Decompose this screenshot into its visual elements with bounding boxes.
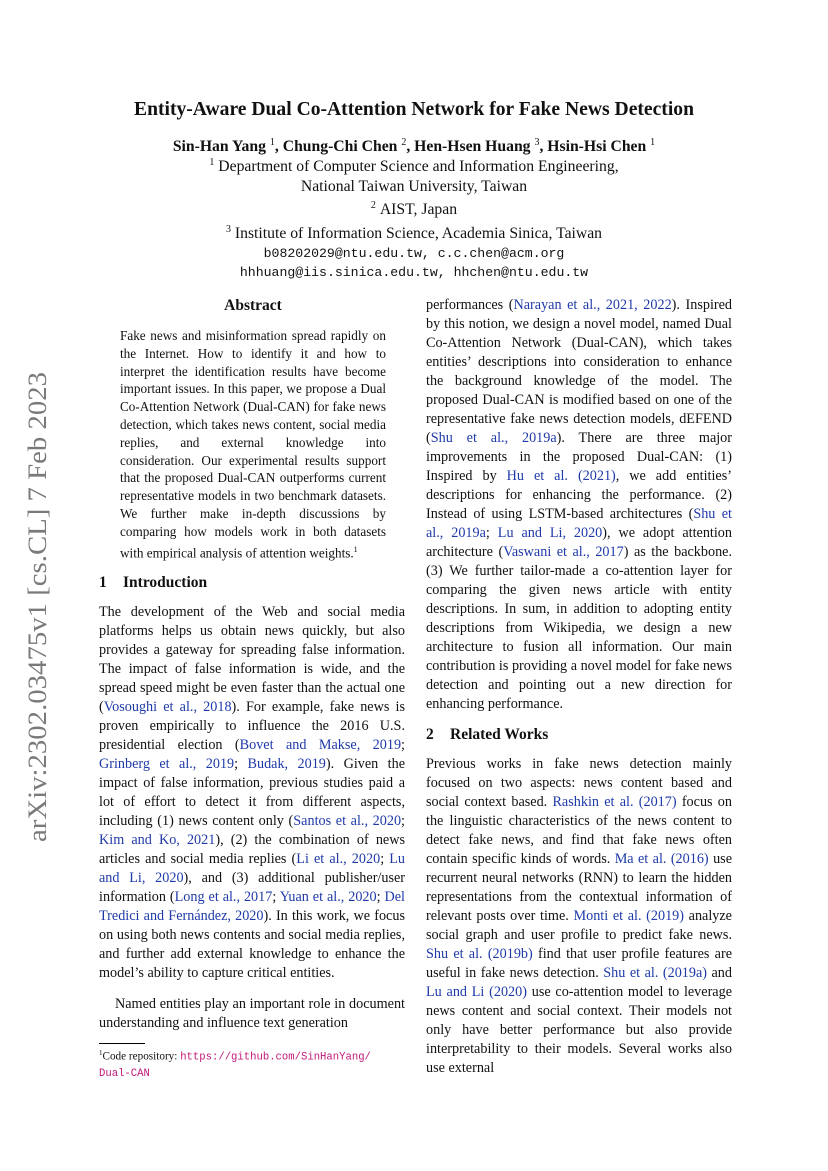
citation-link[interactable]: Vosoughi et al., 2018 [103,699,232,715]
paragraph-text: performances ( [426,297,514,313]
citation-link[interactable]: Shu et al., 2019a [430,430,557,446]
author-name: Hen-Hsen Huang [414,138,531,156]
citation-link[interactable]: Lu and Li (2020) [426,984,527,1000]
citation-link[interactable]: Kim and Ko, 2021 [99,832,216,848]
email-line: b08202029@ntu.edu.tw, c.c.chen@acm.org [263,245,565,261]
paper-title: Entity-Aware Dual Co-Attention Network for Fake News Detection [134,99,694,120]
paragraph-text: ). There are three major improvements in the proposed Dual-CAN: (1) Inspired by [426,430,733,484]
paragraph-text: ), and (3) additional publisher/user information ( [99,870,406,905]
citation-link[interactable]: Santos et al., 2020 [293,813,402,829]
citation-link[interactable]: Long et al., 2017 [174,889,273,905]
affiliation-line: $^2$ AIST, Japan [370,200,458,219]
intro-paragraph-2: Named entities play an important role in document understanding and influence text generation [99,996,405,1031]
author-name: Chung-Chi Chen [282,138,398,156]
citation-link[interactable]: Del Tredici and Fernández, 2020 [99,889,405,924]
citation-link[interactable]: Vaswani et al., 2017 [503,544,624,560]
citation-link[interactable]: Lu and Li, 2020 [99,851,406,886]
footnote-rule [99,1043,145,1044]
paragraph-text: ; [234,756,248,772]
author-name: Hsin-Hsi Chen [547,138,647,156]
paragraph-text: ; [401,737,405,753]
footnote: $^1$Code repository: https://github.com/SinHanYang/ Dual-CAN [99,1049,371,1080]
affiliation-line: $^3$ Institute of Information Science, Academia Sinica, Taiwan [225,223,603,243]
citation-link[interactable]: Rashkin et al. (2017) [552,794,677,810]
citation-link[interactable]: Monti et al. (2019) [573,908,684,924]
affiliation-line: National Taiwan University, Taiwan [300,177,528,195]
affiliation-line: $^1$ Department of Computer Science and Information Engineering, [209,157,619,176]
paragraph-text: ), we adopt attention architecture ( [426,525,732,560]
paragraph-text: Previous works in fake news detection mainly focused on two aspects: news content based and social context based. [426,756,732,810]
paragraph-text: use co-attention model to leverage news content and social context. Their models not only have better performance but also provide interpretability to their models. Several works also use external [426,984,732,1076]
repo-link[interactable]: https://github.com/SinHanYang/ [180,1051,371,1064]
footnote-marker: 1 [353,544,358,554]
paragraph-text: ). In this work, we focus on using both news contents and social media replies, and further add external knowledge to enhance the model’s ability to capture critical entities. [99,908,405,981]
affiliations [0,153,828,283]
intro-paragraph [99,603,405,983]
paragraph-text: ) as the backbone. (3) We further tailor-made a co-attention layer for comparing the given news article with entity descriptions. In sum, in addition to adopting entity descriptions from Wikipedia, we design a new architecture to fusion all information. Our main contribution is providing a novel model for fake news detection and pointing out a new direction for enhancing performance. [426,544,733,712]
citation-link[interactable]: Grinberg et al., 2019 [99,756,235,772]
citation-link[interactable]: Bovet and Makse, 2019 [239,737,402,753]
email-line: hhhuang@iis.sinica.edu.tw, hhchen@ntu.edu.tw [239,265,589,281]
citation-link[interactable]: Lu and Li, 2020 [497,525,603,541]
section-heading-related-works: 2 Related Works [426,726,549,743]
paragraph-text: ; [485,525,498,541]
paragraph-text: , we add entities’ descriptions for enhancing the performance. (2) Instead of using LSTM-based architectures ( [426,468,732,522]
paragraph-text: use recurrent neural networks (RNN) to learn the hidden representations from the contextual information of relevant posts over time. [426,851,732,924]
citation-link[interactable]: Yuan et al., 2020 [279,889,377,905]
citation-link[interactable]: Shu et al., 2019a [426,506,732,541]
citation-link[interactable]: Shu et al. (2019b) [426,946,533,962]
paragraph-text: analyze social graph and user profile to predict fake news. [426,908,732,943]
citation-link[interactable]: Narayan et al., 2021, 2022 [513,297,672,313]
citation-link[interactable]: Hu et al. (2021) [506,468,616,484]
citation-link[interactable]: Ma et al. (2016) [614,851,709,867]
arxiv-stamp-text: arXiv:2302.03475v1 [cs.CL] 7 Feb 2023 [23,417,52,842]
arxiv-side-stamp [14,372,58,842]
paragraph-text: focus on the linguistic characteristics of the news content to detect fake news, and find that fake news often contain specific kinds of words. [426,794,732,867]
abstract-heading: Abstract [224,297,282,314]
paragraph-text: ; [376,889,385,905]
paragraph-text: ). For example, fake news is proven empirically to influence the 2016 U.S. presidential election ( [99,699,406,753]
paragraph-text: and [707,965,732,981]
repo-link-cont[interactable]: Dual-CAN [99,1067,150,1080]
paragraph-text: ; [380,851,390,867]
author-name: Sin-Han Yang [172,138,266,156]
paragraph-text: ; [401,813,405,829]
citation-link[interactable]: Budak, 2019 [247,756,326,772]
related-works-paragraph [426,755,732,1078]
paragraph-text: ). Inspired by this notion, we design a novel model, named Dual Co-Attention Network (Dual-CAN), which takes entities’ descriptions into consideration to enhance the background knowledge of the model. The proposed Dual-CAN is modified based on one of the representative fake news detection models, dEFEND ( [426,297,732,446]
paragraph-text: ), (2) the combination of news articles and social media replies ( [99,832,405,867]
paragraph-text: ). Given the impact of false information, previous studies paid a lot of effort to detect it from different aspects, including (1) news content only ( [99,756,406,829]
paragraph-text: find that user profile features are useful in fake news detection. [426,946,732,981]
section-heading-introduction: 1 Introduction [99,574,208,591]
citation-link[interactable]: Shu et al. (2019a) [603,965,707,981]
author-list: Sin-Han Yang $^1$, Chung-Chi Chen $^2$, Hen-Hsen Huang $^3$, Hsin-Hsi Chen $^1$ [172,137,656,156]
paragraph-text: ; [272,889,280,905]
abstract-body: Fake news and misinformation spread rapidly on the Internet. How to identify it and how to interpret the identification results have become important issues. In this paper, we propose a Dual Co-Attention Network (Dual-CAN) for fake news detection, which takes news content, social media replies, and external knowledge into consideration. Our experimental results support that the proposed Dual-CAN outperforms current representative models in two benchmark datasets. We further make in-depth discussions by comparing how models work in both datasets with empirical analysis of attention weights.$^1$ [120,328,386,560]
right-column-paragraph [426,296,732,714]
citation-link[interactable]: Li et al., 2020 [296,851,381,867]
paragraph-text: The development of the Web and social media platforms helps us obtain news quickly, but also provides a gateway for spreading false information. The impact of false information is wide, and the spread speed might be even faster than the actual one ( [99,604,405,715]
